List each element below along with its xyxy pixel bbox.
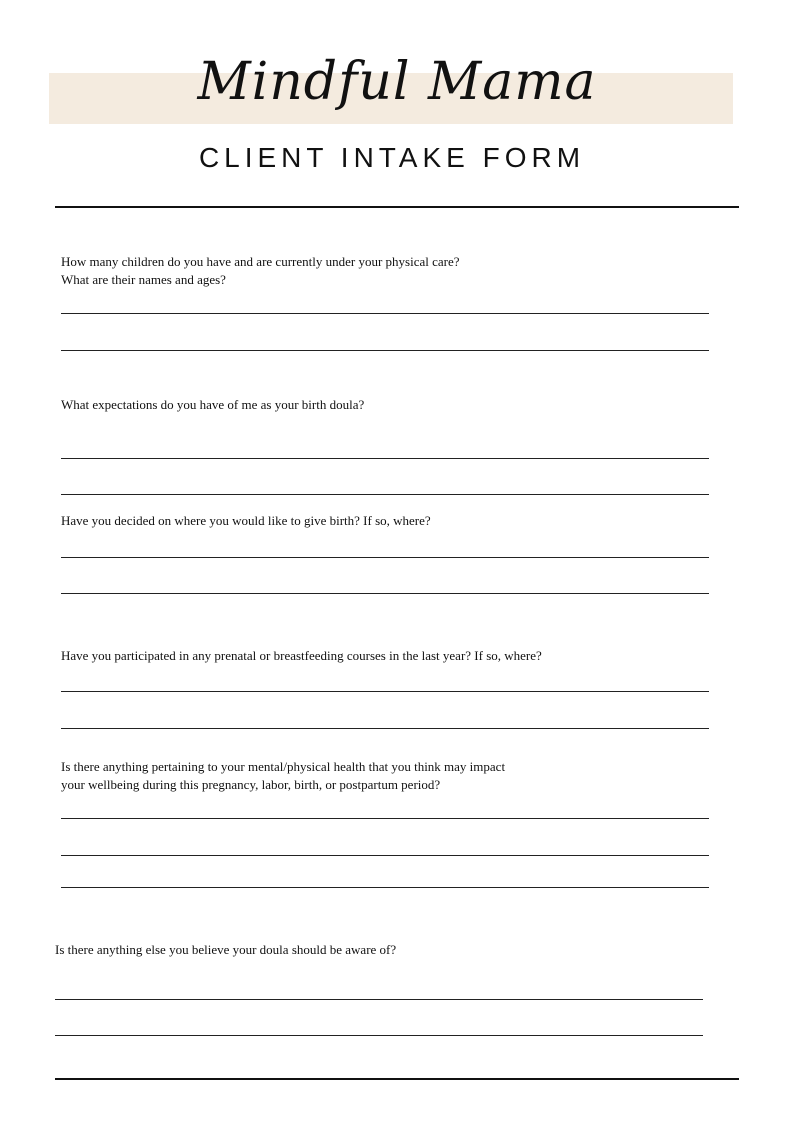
answer-line[interactable] bbox=[61, 887, 709, 888]
answer-line[interactable] bbox=[61, 458, 709, 459]
answer-line[interactable] bbox=[61, 855, 709, 856]
answer-line[interactable] bbox=[61, 593, 709, 594]
question-text: Is there anything pertaining to your mental/physical health that you think may impact bbox=[61, 759, 506, 774]
answer-line[interactable] bbox=[55, 999, 703, 1000]
question-text: How many children do you have and are currently under your physical care? bbox=[61, 254, 460, 269]
question-text: Is there anything else you believe your doula should be aware of? bbox=[55, 942, 397, 957]
form-subtitle: CLIENT INTAKE FORM bbox=[198, 142, 586, 173]
question-text: What expectations do you have of me as your birth doula? bbox=[61, 397, 365, 412]
answer-line[interactable] bbox=[61, 728, 709, 729]
answer-line[interactable] bbox=[61, 313, 709, 314]
question-expectations bbox=[61, 396, 364, 414]
question-other bbox=[55, 941, 396, 959]
question-birth-location bbox=[61, 512, 431, 530]
bottom-divider bbox=[55, 1078, 739, 1080]
script-title: Mindful Mama bbox=[197, 52, 597, 112]
question-children bbox=[61, 253, 460, 289]
question-health bbox=[61, 758, 505, 794]
answer-line[interactable] bbox=[61, 691, 709, 692]
answer-line[interactable] bbox=[55, 1035, 703, 1036]
question-text: Have you participated in any prenatal or breastfeeding courses in the last year? If so, where? bbox=[61, 648, 542, 663]
question-text: What are their names and ages? bbox=[61, 272, 226, 287]
answer-line[interactable] bbox=[61, 818, 709, 819]
question-courses bbox=[61, 647, 542, 665]
top-divider bbox=[55, 206, 739, 208]
question-text: Have you decided on where you would like to give birth? If so, where? bbox=[61, 513, 431, 528]
answer-line[interactable] bbox=[61, 494, 709, 495]
answer-line[interactable] bbox=[61, 350, 709, 351]
question-text: your wellbeing during this pregnancy, labor, birth, or postpartum period? bbox=[61, 777, 441, 792]
answer-line[interactable] bbox=[61, 557, 709, 558]
